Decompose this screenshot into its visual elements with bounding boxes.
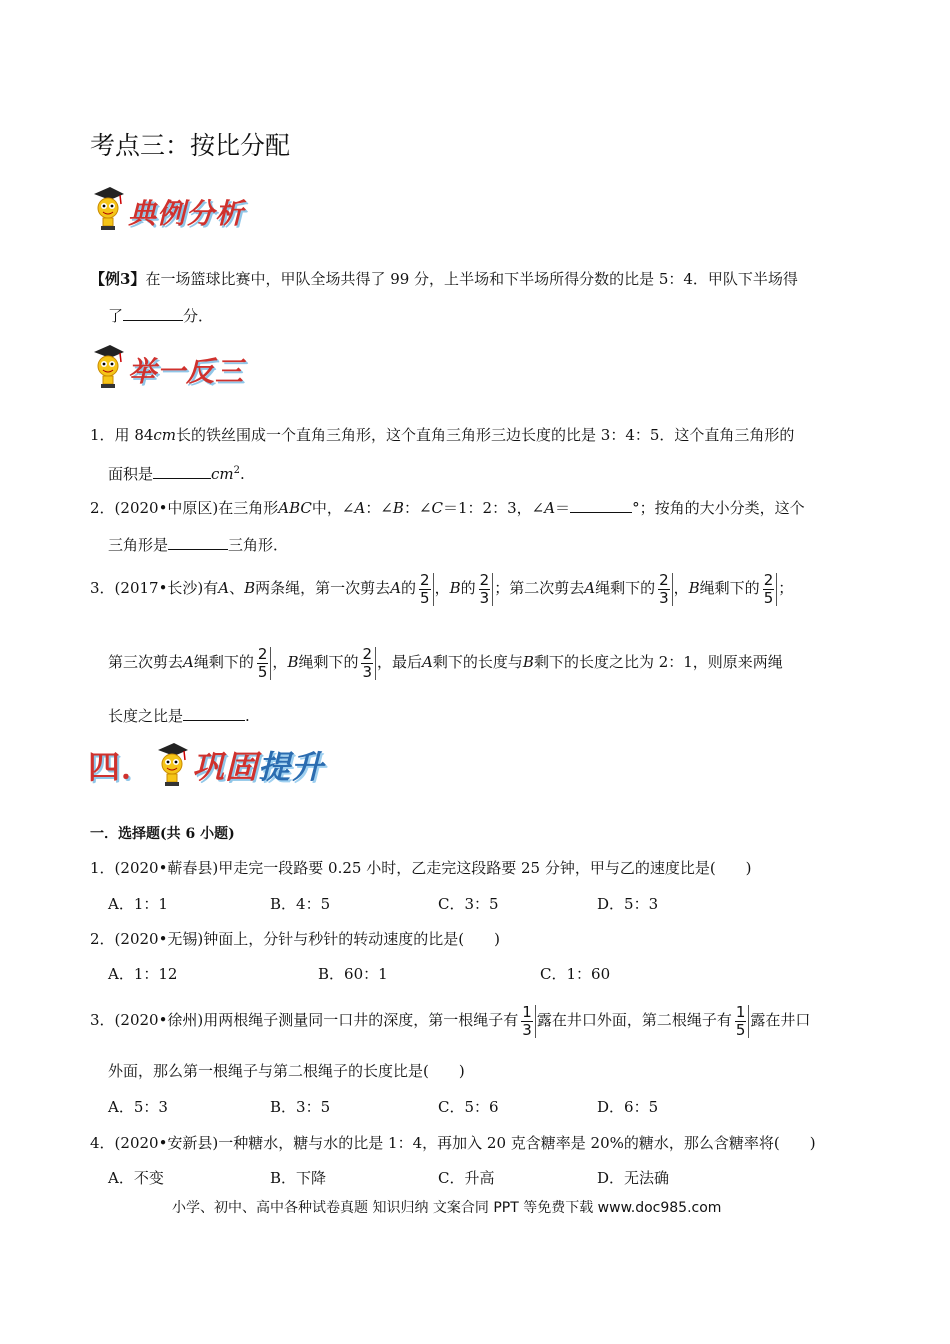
section-title-example: 典例分析 (128, 197, 245, 230)
choice-q3-option-a: A．5：3 (108, 1098, 168, 1116)
choice-q3-option-b: B．3：5 (270, 1098, 331, 1116)
fraction-one-third: $\frac{1}{3}$ (519, 1005, 536, 1038)
graduate-mascot-icon (154, 740, 190, 788)
answer-blank (123, 306, 183, 321)
choice-q1-option-b: B．4：5 (270, 895, 331, 913)
answer-blank (570, 498, 632, 513)
choice-q4-option-c: C．升高 (438, 1169, 495, 1187)
fraction-two-thirds: $\frac{2}{3}$ (359, 647, 376, 680)
choice-q1-option-a: A．1：1 (108, 895, 168, 913)
fraction-two-fifths: $\frac{2}{5}$ (255, 647, 272, 680)
answer-blank (168, 535, 228, 550)
section-consolidate: 四． 巩固 提升 (88, 736, 324, 788)
choice-q4-text: 4．(2020•安新县)一种糖水，糖与水的比是 1：4，再加入 20 克含糖率是 20%的糖水，那么含糖率将( ) (90, 1134, 816, 1152)
section-title-practice: 举一反三 (128, 355, 245, 388)
choice-q3-option-d: D．6：5 (597, 1098, 659, 1116)
page-footer: 小学、初中、高中各种试卷真题 知识归纳 文案合同 PPT 等免费下载 www.doc985.com (172, 1200, 722, 1216)
practice-q2-line-1: 2．(2020•中原区)在三角形ABC中，∠A：∠B：∠C＝1：2：3，∠A＝ °；按角的大小分类，这个 (90, 499, 805, 517)
practice-q3-line-2: 第三次剪去A绳剩下的 $\frac{2}{5}$ ，B绳剩下的 $\frac{2}{3}$ ，最后A剩下的长度与B剩下的长度之比为 2：1，则原来两绳 (108, 644, 783, 681)
graduate-mascot-icon (90, 342, 126, 390)
choice-q3-option-c: C．5：6 (438, 1098, 499, 1116)
choice-q1-option-c: C．3：5 (438, 895, 499, 913)
practice-q2-line-2: 三角形是 三角形． (108, 536, 289, 554)
choice-q2-option-c: C．1：60 (540, 965, 611, 983)
choice-q3-line-2: 外面，那么第一根绳子与第二根绳子的长度比是( ) (108, 1062, 465, 1080)
choice-section-heading: 一．选择题(共 6 小题) (90, 826, 235, 842)
graduate-mascot-icon (90, 184, 126, 232)
choice-q2-text: 2．(2020•无锡)钟面上，分针与秒针的转动速度的比是( ) (90, 930, 500, 948)
choice-q4-option-d: D．无法确 (597, 1169, 670, 1187)
choice-q4-option-a: A．不变 (108, 1169, 164, 1187)
choice-q1-text: 1．(2020•蕲春县)甲走完一段路要 0.25 小时，乙走完这段路要 25 分钟，甲与乙的速度比是( ) (90, 859, 752, 877)
choice-q4-option-b: B．下降 (270, 1169, 327, 1187)
fraction-one-fifth: $\frac{1}{5}$ (733, 1005, 750, 1038)
page-title: 考点三：按比分配 (90, 131, 291, 160)
choice-q2-option-a: A．1：12 (108, 965, 178, 983)
answer-blank (153, 464, 211, 479)
choice-q1-option-d: D．5：3 (597, 895, 659, 913)
section-example-analysis (90, 180, 244, 232)
practice-q1-line-1: 1．用 84cm长的铁丝围成一个直角三角形，这个直角三角形三边长度的比是 3：4：5．这个直角三角形的 (90, 426, 795, 444)
practice-q1-line-2: 面积是 $cm^2$. (108, 465, 245, 483)
choice-q3-line-1: 3．(2020•徐州)用两根绳子测量同一口井的深度，第一根绳子有 $\frac{1}{3}$ 露在井口外面，第二根绳子有 $\frac{1}{5}$ 露在井口 (90, 1002, 811, 1039)
example-3-line-2: 了 分． (108, 307, 214, 325)
choice-q2-option-b: B．60：1 (318, 965, 388, 983)
fraction-two-thirds: $\frac{2}{3}$ (477, 573, 494, 606)
practice-q3-line-3: 长度之比是 . (108, 707, 250, 725)
fraction-two-fifths: $\frac{2}{5}$ (417, 573, 434, 606)
answer-blank (183, 706, 245, 721)
example-3-line-1: 【例3】在一场篮球比赛中，甲队全场共得了 99 分，上半场和下半场所得分数的比是 5：4．甲队下半场得 (90, 270, 798, 288)
section-practice (90, 338, 244, 390)
practice-q3-line-1: 3．(2017•长沙)有A、B两条绳，第一次剪去A的 $\frac{2}{5}$ ，B的 $\frac{2}{3}$ ；第二次剪去A绳剩下的 $\frac{2}{3}$ ，B绳剩下的 $\frac{2}{5}$ ； (90, 570, 794, 607)
fraction-two-fifths: $\frac{2}{5}$ (761, 573, 778, 606)
fraction-two-thirds: $\frac{2}{3}$ (656, 573, 673, 606)
